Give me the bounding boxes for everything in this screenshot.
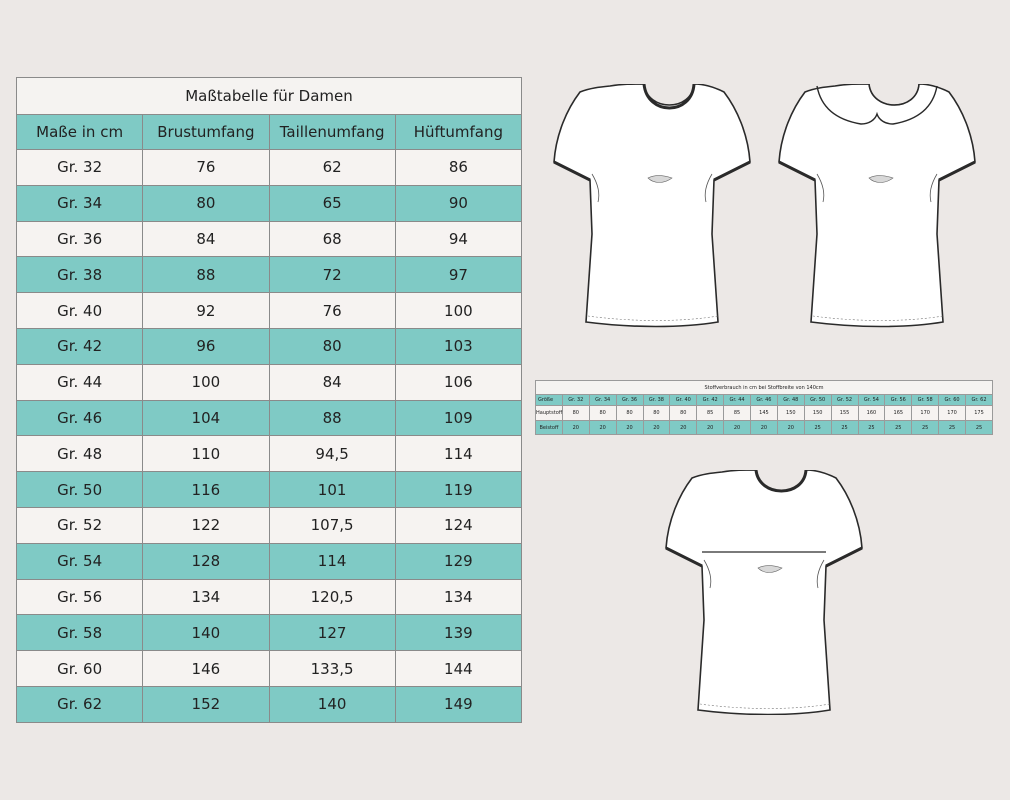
table-cell: 109: [395, 400, 521, 436]
table-row: [17, 293, 522, 329]
table-cell: Gr. 36: [17, 221, 143, 257]
table-cell: 140: [269, 686, 395, 722]
fabric-value-cell: 155: [831, 406, 858, 421]
table-cell: Gr. 46: [17, 400, 143, 436]
table-cell: 84: [143, 221, 269, 257]
table-cell: Gr. 32: [17, 150, 143, 186]
fabric-value-cell: 20: [724, 421, 751, 435]
fabric-value-cell: 175: [966, 406, 993, 421]
fabric-value-cell: 25: [912, 421, 939, 435]
fabric-value-cell: 20: [589, 421, 616, 435]
table-cell: 76: [143, 150, 269, 186]
table-cell: 129: [395, 543, 521, 579]
size-table-title: Maßtabelle für Damen: [17, 78, 522, 115]
table-cell: Gr. 44: [17, 364, 143, 400]
table-row: [17, 686, 522, 722]
size-table-header-row: [17, 115, 522, 150]
table-row: [17, 221, 522, 257]
fabric-table-title: Stoffverbrauch in cm bei Stoffbreite von 140cm: [536, 381, 993, 395]
fabric-value-cell: 160: [858, 406, 885, 421]
table-cell: 110: [143, 436, 269, 472]
fabric-size-cell: Gr. 62: [966, 395, 993, 406]
table-cell: Gr. 62: [17, 686, 143, 722]
fabric-table-row: [536, 406, 993, 421]
table-cell: 72: [269, 257, 395, 293]
table-cell: 149: [395, 686, 521, 722]
table-cell: 120,5: [269, 579, 395, 615]
table-cell: 146: [143, 651, 269, 687]
table-row: [17, 436, 522, 472]
fabric-table-header-row: [536, 395, 993, 406]
fabric-row-label: Beistoff: [536, 421, 563, 435]
fabric-value-cell: 20: [643, 421, 670, 435]
table-cell: Gr. 60: [17, 651, 143, 687]
table-cell: 103: [395, 328, 521, 364]
table-cell: 88: [269, 400, 395, 436]
table-cell: Gr. 42: [17, 328, 143, 364]
table-cell: 62: [269, 150, 395, 186]
table-row: [17, 543, 522, 579]
table-cell: 80: [269, 328, 395, 364]
fabric-value-cell: 20: [751, 421, 778, 435]
table-cell: Gr. 48: [17, 436, 143, 472]
fabric-value-cell: 145: [751, 406, 778, 421]
table-row: [17, 651, 522, 687]
table-cell: 122: [143, 507, 269, 543]
fabric-size-cell: Gr. 56: [885, 395, 912, 406]
table-cell: 100: [395, 293, 521, 329]
table-cell: 114: [395, 436, 521, 472]
table-row: [17, 328, 522, 364]
table-cell: Gr. 34: [17, 185, 143, 221]
table-cell: Gr. 38: [17, 257, 143, 293]
fabric-value-cell: 80: [562, 406, 589, 421]
fabric-value-cell: 80: [589, 406, 616, 421]
table-cell: 119: [395, 472, 521, 508]
fabric-size-cell: Gr. 36: [616, 395, 643, 406]
fabric-size-cell: Gr. 40: [670, 395, 697, 406]
table-row: [17, 257, 522, 293]
fabric-size-cell: Gr. 54: [858, 395, 885, 406]
table-cell: Gr. 54: [17, 543, 143, 579]
fabric-value-cell: 170: [939, 406, 966, 421]
fabric-size-cell: Gr. 42: [697, 395, 724, 406]
table-cell: 96: [143, 328, 269, 364]
table-row: [17, 615, 522, 651]
fabric-size-cell: Gr. 46: [751, 395, 778, 406]
table-cell: 94,5: [269, 436, 395, 472]
fabric-value-cell: 25: [804, 421, 831, 435]
table-cell: 90: [395, 185, 521, 221]
table-row: [17, 400, 522, 436]
table-cell: Gr. 56: [17, 579, 143, 615]
fabric-value-cell: 20: [670, 421, 697, 435]
fabric-value-cell: 20: [697, 421, 724, 435]
fabric-value-cell: 150: [804, 406, 831, 421]
fabric-value-cell: 80: [643, 406, 670, 421]
fabric-value-cell: 85: [724, 406, 751, 421]
table-cell: 127: [269, 615, 395, 651]
table-cell: 104: [143, 400, 269, 436]
fabric-size-cell: Gr. 50: [804, 395, 831, 406]
table-cell: 92: [143, 293, 269, 329]
fabric-size-cell: Gr. 60: [939, 395, 966, 406]
table-cell: 107,5: [269, 507, 395, 543]
table-cell: 84: [269, 364, 395, 400]
table-cell: 97: [395, 257, 521, 293]
table-cell: 88: [143, 257, 269, 293]
table-cell: 128: [143, 543, 269, 579]
table-cell: 139: [395, 615, 521, 651]
fabric-size-cell: Gr. 34: [589, 395, 616, 406]
fabric-value-cell: 20: [616, 421, 643, 435]
table-cell: 140: [143, 615, 269, 651]
fabric-value-cell: 85: [697, 406, 724, 421]
table-cell: 116: [143, 472, 269, 508]
fabric-value-cell: 150: [777, 406, 804, 421]
fabric-size-cell: Gr. 52: [831, 395, 858, 406]
table-cell: 94: [395, 221, 521, 257]
size-table: [16, 77, 522, 723]
fabric-size-label: Größe: [536, 395, 563, 406]
fabric-value-cell: 25: [885, 421, 912, 435]
table-cell: 133,5: [269, 651, 395, 687]
table-cell: 152: [143, 686, 269, 722]
fabric-value-cell: 25: [966, 421, 993, 435]
table-cell: Gr. 52: [17, 507, 143, 543]
fabric-value-cell: 25: [858, 421, 885, 435]
table-row: [17, 185, 522, 221]
table-cell: 114: [269, 543, 395, 579]
table-row: [17, 507, 522, 543]
fabric-value-cell: 20: [777, 421, 804, 435]
table-row: [17, 472, 522, 508]
table-cell: 101: [269, 472, 395, 508]
fabric-size-cell: Gr. 58: [912, 395, 939, 406]
t-shirt-back-icon: [664, 470, 864, 715]
fabric-value-cell: 170: [912, 406, 939, 421]
fabric-usage-table: [535, 380, 993, 435]
table-cell: 134: [143, 579, 269, 615]
table-cell: Gr. 40: [17, 293, 143, 329]
table-cell: 76: [269, 293, 395, 329]
t-shirt-collar-icon: [777, 84, 977, 329]
table-cell: 86: [395, 150, 521, 186]
size-table-header-cell: Hüftumfang: [395, 115, 521, 150]
fabric-size-cell: Gr. 32: [562, 395, 589, 406]
table-cell: 134: [395, 579, 521, 615]
table-cell: Gr. 58: [17, 615, 143, 651]
fabric-size-cell: Gr. 48: [777, 395, 804, 406]
table-cell: 68: [269, 221, 395, 257]
fabric-size-cell: Gr. 38: [643, 395, 670, 406]
fabric-table-row: [536, 421, 993, 435]
fabric-value-cell: 20: [562, 421, 589, 435]
size-table-body: [17, 150, 522, 723]
table-cell: 100: [143, 364, 269, 400]
fabric-value-cell: 80: [670, 406, 697, 421]
fabric-row-label: Hauptstoff: [536, 406, 563, 421]
fabric-value-cell: 25: [831, 421, 858, 435]
table-cell: 106: [395, 364, 521, 400]
fabric-size-cell: Gr. 44: [724, 395, 751, 406]
table-cell: 80: [143, 185, 269, 221]
table-cell: 124: [395, 507, 521, 543]
t-shirt-icon: [552, 84, 752, 329]
size-table-header-cell: Taillenumfang: [269, 115, 395, 150]
size-table-header-cell: Maße in cm: [17, 115, 143, 150]
fabric-value-cell: 25: [939, 421, 966, 435]
table-cell: 144: [395, 651, 521, 687]
table-cell: Gr. 50: [17, 472, 143, 508]
table-row: [17, 364, 522, 400]
size-table-header-cell: Brustumfang: [143, 115, 269, 150]
table-row: [17, 150, 522, 186]
table-row: [17, 579, 522, 615]
fabric-value-cell: 80: [616, 406, 643, 421]
table-cell: 65: [269, 185, 395, 221]
fabric-value-cell: 165: [885, 406, 912, 421]
